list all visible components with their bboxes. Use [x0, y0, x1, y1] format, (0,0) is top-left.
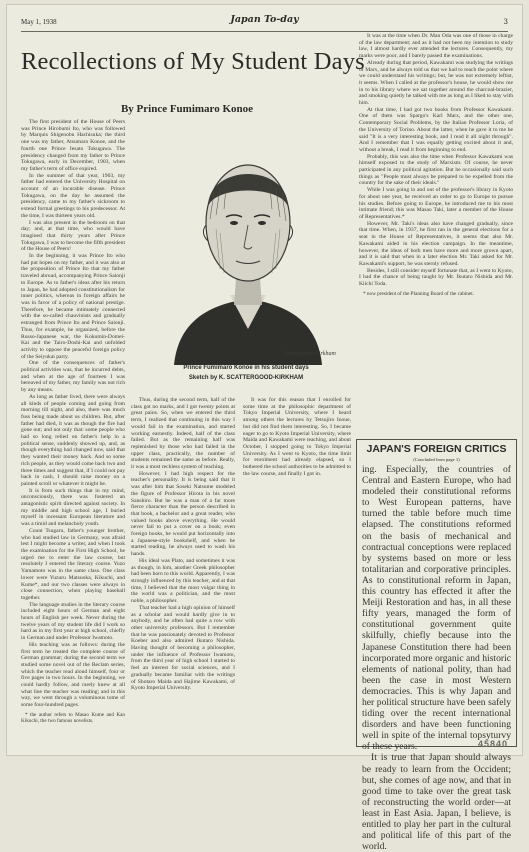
article-column-4	[359, 33, 513, 435]
paragraph: It was for this reason that I enrolled for some time at the philosophic department of Tokyo Imperial University, where I heard among others the lectures by Tetsujiro Inoue, but did not find them interesting. So, I became eager to go to Kyoto Imperial University, where Maida and Kawakami were teaching, and about October, I stopped going to Tokyo Imperial University. As I went to Kyoto, the time limit for enrolment had already elapsed, so I bothered the school authorities to be admitted to the law course, and finally I got in.	[243, 397, 351, 477]
article-column-1	[21, 119, 125, 731]
article-title: Recollections of My Student Days	[21, 48, 365, 75]
running-header	[21, 13, 508, 32]
article-column-2	[131, 397, 235, 729]
paragraph: It is true that Japan should always be ready to learn from the Occident; but, she comes of age now, and that in good time to take over the great task of reconstructing the world order—at least in East Asia. Japan, I believe, is entitled to play her part in the cultural and political life of this part of the world.	[362, 752, 511, 852]
portrait-caption: Prince Fumimaro Konoe in his student days	[183, 365, 309, 371]
paragraph: At that time, I had got two books from Professor Kawakami. One of them was Spargo's Karl Marx, and the other one, Contemporary Social Problems, by the Italian Professor Loria, of the University of Torino. About the latter, when he gave it to me he said "It is a very interesting book, and I read it all night through". And I remember that I was equally getting excited about it and, without a break, I read it from beginning to end.	[359, 106, 513, 153]
article-column-3	[243, 397, 351, 729]
sketch-credit: Sketch by K. SCATTERGOOD-KIRKHAM	[188, 375, 304, 381]
paragraph: That teacher had a high opinion of himself as a scholar and would hardly give in to anybody, and he often had quite a row with other university professors. But I remember that he was passionately devoted to Professor Koeber and also admired Ikutaro Nishida. Having thought of becoming a philosopher, under the influence of Professor Iwamoto, from the third year of high school I started to feel an interest for social sciences, and I gradually became familiar with the writings of Shotaro Maida and Hajime Kawakami, of Kyoto Imperial University.	[131, 604, 235, 692]
paragraph: Already during that period, Kawakami was studying the writings of Marx, and he always told us that we had to reach the point where we could understand his writings; but, he was not extremely leftist, it seems. When I called at the professor's house, he would show me in to his library where we sat together around the charcoal-brazier, and smoking quietly he talked with me as long as I liked to stay with him.	[359, 59, 513, 107]
paragraph: His teaching was as follows: during the first term he treated the complete course of German grammar; during the second term we studied some novel out of the Reclam series, which the teacher read aloud himself, four or five pages in two hours. In the beginning, we could hardly follow, and rarely knew at all what line the teacher was reading; and in this way, we went through a voluminous tome of some four-hundred pages.	[21, 641, 125, 709]
paragraph: However, Mr. Taki's ideas also have changed gradually, since that time. When, in 1937, he first ran in the general elections for a seat in the House of Representatives, it seems that also Mr. Kawakami aided in his election campaign. In the meantime, however, the ideas of both men have more and more grown apart, and it is said that when in a later election Mr. Taki asked for Mr. Kawakami's support, he was sternly refused.	[359, 220, 513, 267]
sidebar-box	[356, 439, 517, 852]
paragraph: ing. Especially, the countries of Central and Eastern Europe, who had modeled their constitutional reforms to West European patterns, have turned the table before much time elapsed. The constitutions reformed on the basis of mechanical and contractual conceptions were replaced by systems based on more or less totalitarian and corporative principles. As to constitutional reform in Japan, this country has effected it after the Meiji Restoration and has, in all these fifty years, managed the form of constitutional government quite skilfully, chiefly because into the Japanese Constitution there had been incorporated more organic and historic elements of national polity, than had been the case in most Western democracies. This is why Japan and her political structure have been safely tiding over the recent international disorders and have been functioning well in spite of the internal topsyturvy of these years.	[362, 464, 512, 753]
magazine-page	[6, 4, 523, 852]
paragraph: Thus, during the second term, half of the class got no marks, and I got twenty points at great pains. So, when we entered the third term, I realized that continuing in this way I would fail in the examination, and started working earnestly. Indeed, half of the class failed. But as the remaining half was replenished by those who had failed in the upper class, practically, the number of students remained the same as before. Really, it was a most reckless system of teaching.	[131, 397, 235, 471]
paragraph: In the beginning, it was Prince Ito who had put hopes on my father, and it was also at the proposition of Prince Ito that my father traveled abroad, accompanying Prince Saionji to Europe. As to father's ideas after his return to Japan, he had adopted constitutionalism for inner politics, whereas in foreign affairs he was in favor of a policy of national prestige. Therefore, he became intimately connected with the so-called chauvinists and gradually estranged from Prince Ito and Prince Saionji. Thus, for example, he organized, before the Russo-Japanese war, the Kokumin-Domei-Kai and the Tairo-Doshi-Kai and unfolded activity to oppose the peaceful foreign policy of the Seiyukai party.	[21, 253, 125, 360]
article-byline: By Prince Fumimaro Konoe	[120, 103, 254, 115]
paragraph: The first president of the House of Peers was Prince Hirobumi Ito, who was followed by Marquis Shigenobu Hachisuka; the third one was my father, Atsumaro Konoe, and the fourth one Prince Iesato Tokugawa. The presidency changed from my father to Prince Tokugawa, early in December, 1903, when my father's term of office expired.	[21, 119, 125, 172]
issue-date: May 1, 1938	[21, 18, 57, 26]
footnote: * now president of the Planning Board of the cabinet.	[363, 290, 474, 297]
paragraph: One of the consequences of father's political activities was, that he incurred debts, and when at the age of fourteen I was bereaved of my father, my family was not rich by any means.	[21, 360, 125, 394]
paragraph: However, I had high respect for the teacher's personality. It is being said that it was after him that Soseki Natsume modeled the figure of Professor Hirota in his novel Sanshiro. But he was a man of a far more fierce character than the person described in that book, a bachelor and a great reader, who valued books above everything. He would never fail to put a cover on a book; even foreign books, he would put horizontally into a Japanese-style bookshelf, and when he started reading, he always used to wash his hands.	[131, 470, 235, 558]
paragraph: Count Tsugaru, father's younger brother, who had studied law in Germany, was afraid lest I might become a writer, and when I took the examination for the First High School, he urged me to enter the law course, but resolutely I entered the literary course. Yuzo Yamamoto was in the same class. One class lower were Yuzuru Matsuoka, Kikuchi, and Kume*, and our two classes were always in close connection, when playing baseball together.	[21, 527, 125, 601]
sketch-signature: Scattergood-Kirkham	[284, 351, 336, 357]
paragraph: I was also present in the bedroom on that day; and, at that time, who would have imagined that thirty years after Prince Tokugawa, I was to become the fifth president of the House of Peers!	[21, 219, 125, 253]
footnote: * the author refers to Masao Kume and Kan Kikuchi, the two famous novelists.	[21, 711, 125, 724]
sidebar-title: JAPAN'S FOREIGN CRITICS	[366, 443, 507, 455]
paragraph: As long as father lived, there were always all kinds of people coming and going from morning till night, and also, there was much fuss being made about us children. But, after father had died, it was as though the fire had gone out; and not only that: some people who had so long relied on father's help in a political sense, suddenly showed up, and, as though everything had changed now, said that they wanted their money back. And so some rich people, as they would come back two and three times and suggest that, if I could not pay back in cash, I should raise money on a painted scroll or whatever it might be.	[21, 393, 125, 487]
paragraph: Besides, I still consider myself fortunate that, as I went to Kyoto, I had the chance of being taught by Mr. Ikutaro Nishida and Mr. Kiichi Toda.	[359, 267, 513, 288]
paragraph: His ideal was Plato, and sometimes it was as though, in him, another Greek philosopher had been born to this world. Apparently, I was strongly influenced by this teacher, and at that time, I believed that the most vulgar thing in the world was a politician, and the most noble, a philosopher.	[131, 557, 235, 605]
masthead: Japan To-day	[230, 14, 299, 25]
page-number: 3	[503, 18, 508, 26]
archive-stamp: 45840	[477, 739, 508, 749]
paragraph: While I was going in and out of the professor's library in Kyoto for about one year, he received an order to go to Europe to pursue his studies. Before going to Europe, he introduced me to his most intimate friend; this was Masao Taki, later a member of the House of Representatives.*	[359, 187, 513, 220]
paragraph: Probably, this was also the time when Professor Kawakami was himself exposed to the study of Marxism. Of course, he never participated in any political agitation. But he occasionally said such things as "People must always be prepared to be expelled from the country for the sake of their ideals."	[359, 153, 513, 187]
continued-note: (Concluded from page 1)	[413, 457, 460, 462]
paragraph: It was at the time when Dr. Man Oda was one of those in charge of the law department; and as it had not been my intention to study law, I almost hardly ever attended the lectures. Consequently, my marks were poor, and I barely passed the examinations.	[359, 33, 513, 60]
paragraph: In the summer of that year, 1903, my father had entered the University Hospital on account of an incurable disease. Prince Tokugawa, on the day he assumed the presidency, came to my father's sickroom to extend formal greetings to his predecessor. At the time, I was thirteen years old.	[21, 172, 125, 219]
paragraph: It is from such things that in my mind, unconsciously, there was fostered an antagonistic spirit directed against society. In my middle and high school age, I buried myself in incessant European literature and was a timid and melancholy youth.	[21, 487, 125, 528]
portrait-sketch	[164, 129, 336, 365]
paragraph: The language studies in the literary course included eight hours of German and eight hours of English per week. Never during the twelve years of my student life did I work so hard as in my first year at high school, chiefly in German and under Professor Iwamoto.	[21, 601, 125, 642]
